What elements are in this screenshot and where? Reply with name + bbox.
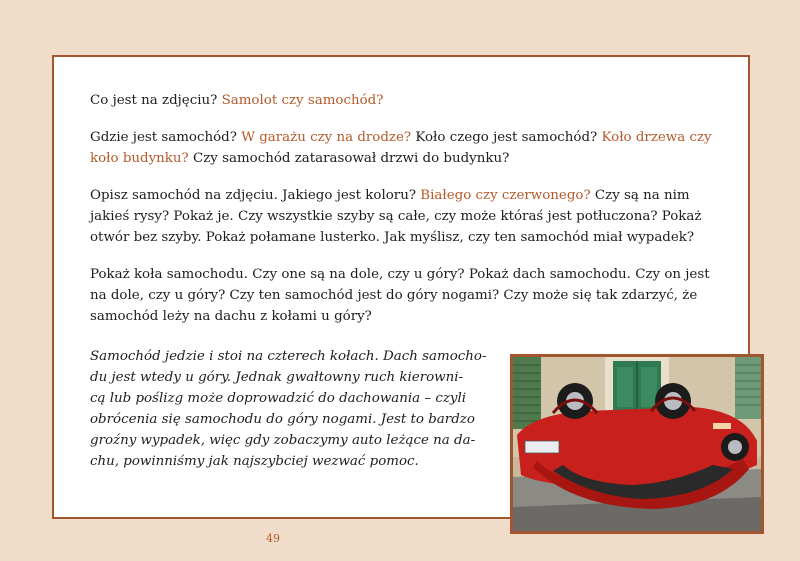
question-text: Czy samochód zatarasował drzwi do budynku? [188, 151, 510, 166]
question-paragraph-4 [90, 264, 718, 327]
question-text: Opisz samochód na zdjęciu. Jakiego jest koloru? [90, 188, 421, 203]
question-text: Koło czego jest samochód? [411, 130, 602, 145]
info-line: obrócenia się samochodu do góry nogami. Jest to bardzo [90, 412, 475, 427]
answer-hint: W garażu czy na drodze? [241, 130, 412, 145]
overturned-car-photo [510, 354, 764, 534]
info-line: chu, powinniśmy jak najszybciej wezwać pomoc. [90, 454, 419, 469]
info-line: Samochód jedzie i stoi na czterech kołach. Dach samocho- [90, 349, 487, 364]
answer-hint: Koło drzewa czy koło budynku? [90, 130, 712, 166]
info-line: groźny wypadek, więc gdy zobaczymy auto leżące na da- [90, 433, 476, 448]
info-line: cą lub poślizg może doprowadzić do dachowania – czyli [90, 391, 467, 406]
question-paragraph-3 [90, 185, 718, 248]
answer-hint: Samolot czy samochód? [221, 93, 384, 108]
question-text: Gdzie jest samochód? [90, 130, 242, 145]
page-number: 49 [266, 532, 280, 545]
question-text: Czy są na nim jakieś rysy? Pokaż je. Czy wszystkie szyby są całe, czy może któraś jest potłuczona? Pokaż otwór bez szyby. Pokaż połamane lusterko. Jak myślisz, czy ten samochód miał wypadek? [90, 188, 702, 245]
question-paragraph-2 [90, 127, 718, 169]
info-paragraph [90, 346, 498, 472]
answer-hint: Białego czy czerwonego? [420, 188, 591, 203]
info-line: du jest wtedy u góry. Jednak gwałtowny ruch kierowni- [90, 370, 464, 385]
question-paragraph-1 [90, 90, 718, 111]
question-text: Pokaż koła samochodu. Czy one są na dole, czy u góry? Pokaż dach samochodu. Czy on jest na dole, czy u góry? Czy ten samochód jest do góry nogami? Czy może się tak zdarzyć, że samochód leży na dachu z kołami u góry? [90, 267, 710, 324]
question-text: Co jest na zdjęciu? [90, 93, 222, 108]
